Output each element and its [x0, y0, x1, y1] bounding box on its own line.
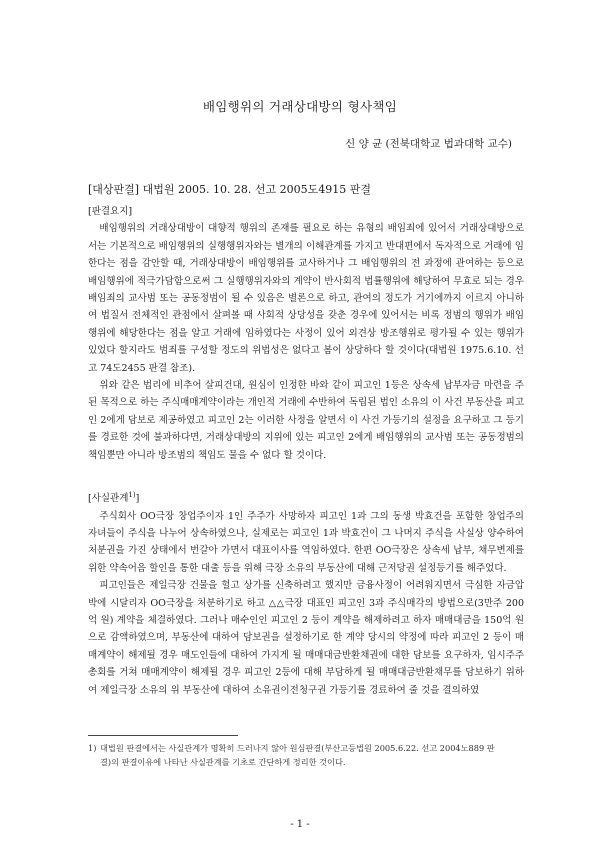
- facts-heading-close: ]: [135, 493, 140, 505]
- summary-heading: [판결요지]: [88, 206, 133, 217]
- facts-heading: [88, 487, 524, 508]
- summary-paragraph: 위와 같은 법리에 비추어 살피건대, 원심이 인정한 바와 같이 피고인 1등은 상속세 납부자금 마련을 주된 목적으로 하는 주식매매계약이라는 개인적 거래에 수반하여 독립된 법인 소유의 이 사건 부동산을 피고인 2에게 담보로 제공하였고 피고인 2는 이러한 사정을 알면서 이 사건 가등기의 설정을 요구하고 그 등기를 경료한 것에 불과하다면, 거래상대방의 지위에 있는 피고인 2에게 배임행위의 교사범 또는 공동정범의 책임뿐만 아니라 방조범의 책임도 물을 수 없다 할 것이다.: [88, 380, 524, 461]
- footnote: [88, 741, 524, 769]
- footnote-text-line1: 대법원 판결에서는 사실관계가 명확히 드러나지 않아 원심판결(부산고등법원 2005.6.22. 선고 2004노889 판: [100, 743, 495, 753]
- footnote-reference[interactable]: 1): [128, 491, 136, 499]
- facts-heading-text: [사실관계: [88, 493, 129, 505]
- footnote-divider: [88, 735, 238, 736]
- judgment-summary-section: [88, 203, 524, 464]
- document-title: 배임행위의 거래상대방의 형사책임: [202, 99, 398, 114]
- footnote-number: 1): [88, 743, 97, 753]
- author-line: 신 양 균 (전북대학교 법과대학 교수): [345, 138, 512, 150]
- facts-paragraph: 주식회사 OO극장 창업주이자 1인 주주가 사망하자 피고인 1과 그의 동생 박효건을 포함한 창업주의 자녀들이 주식을 나누어 상속하였으나, 실제로는 피고인 1과 박효건이 그 나머지 주식을 사실상 양수하여 처분권을 가진 상태에서 번갈아 가면서 대표이사를 역임하였다. 한편 OO극장은 상속세 납부, 채무변제를 위한 약속어음 할인을 통한 대출 등을 위해 극장 소유의 부동산에 대해 근저당권 설정등기를 해주었다.: [88, 510, 524, 574]
- footnote-text-line2: 결)의 판결이유에 나타난 사실관계를 기초로 간단하게 정리한 것이다.: [100, 757, 346, 767]
- page-number: - 1 -: [290, 819, 310, 830]
- case-reference: [대상판결] 대법원 2005. 10. 28. 선고 2005도4915 판결: [88, 183, 372, 196]
- facts-paragraph: 피고인들은 제일극장 건물을 헐고 상가를 신축하려고 했지만 금융사정이 어려워지면서 극심한 자금압박에 시달리자 OO극장을 처분하기로 하고 △△극장 대표인 피고인 3과 주식매각의 방법으로(3만주 200억 원) 계약을 체결하였다. 그러나 매수인인 피고인 2 등이 계약을 해제하려고 하자 매매대금을 150억 원으로 감액하였으며, 부동산에 대하여 담보권을 설정하기로 한 계약 당시의 약정에 따라 피고인 2 등이 매매계약이 해제될 경우 매도인들에 대하여 가지게 될 매매대금반환채권에 대한 담보를 요구하자, 임시주주총회를 거쳐 매매계약이 해제될 경우 피고인 2등에 대해 부담하게 될 매매대금반환채무를 담보하기 위하여 제일극장 소유의 위 부동산에 대하여 소유권이전청구권 가등기를 경료하여 줄 것을 결의하였: [88, 580, 524, 696]
- summary-paragraph: 배임행위의 거래상대방이 대향적 행위의 존재를 필요로 하는 유형의 배임죄에 있어서 거래상대방으로서는 기본적으로 배임행위의 실행행위자와는 별개의 이해관계를 가지고 반대편에서 독자적으로 거래에 임한다는 점을 감안할 때, 거래상대방이 배임행위를 교사하거나 그 배임행위의 전 과정에 관여하는 등으로 배임행위에 적극가담함으로써 그 실행행위자와의 계약이 반사회적 법률행위에 해당하여 무효로 되는 경우 배임죄의 교사범 또는 공동정범이 될 수 있음은 별론으로 하고, 관여의 정도가 거기에까지 이르지 아니하여 법질서 전체적인 관점에서 살펴볼 때 사회적 상당성을 갖춘 경우에 있어서는 비록 정범의 행위가 배임행위에 해당한다는 점을 알고 거래에 임하였다는 사정이 있어 외견상 방조행위로 평가될 수 있는 행위가 있었다 할지라도 범죄를 구성할 정도의 위법성은 없다고 봄이 상당하다 할 것이다(대법원 1975.6.10. 선고 74도2455 판결 참조).: [88, 223, 524, 374]
- facts-section: [88, 487, 524, 699]
